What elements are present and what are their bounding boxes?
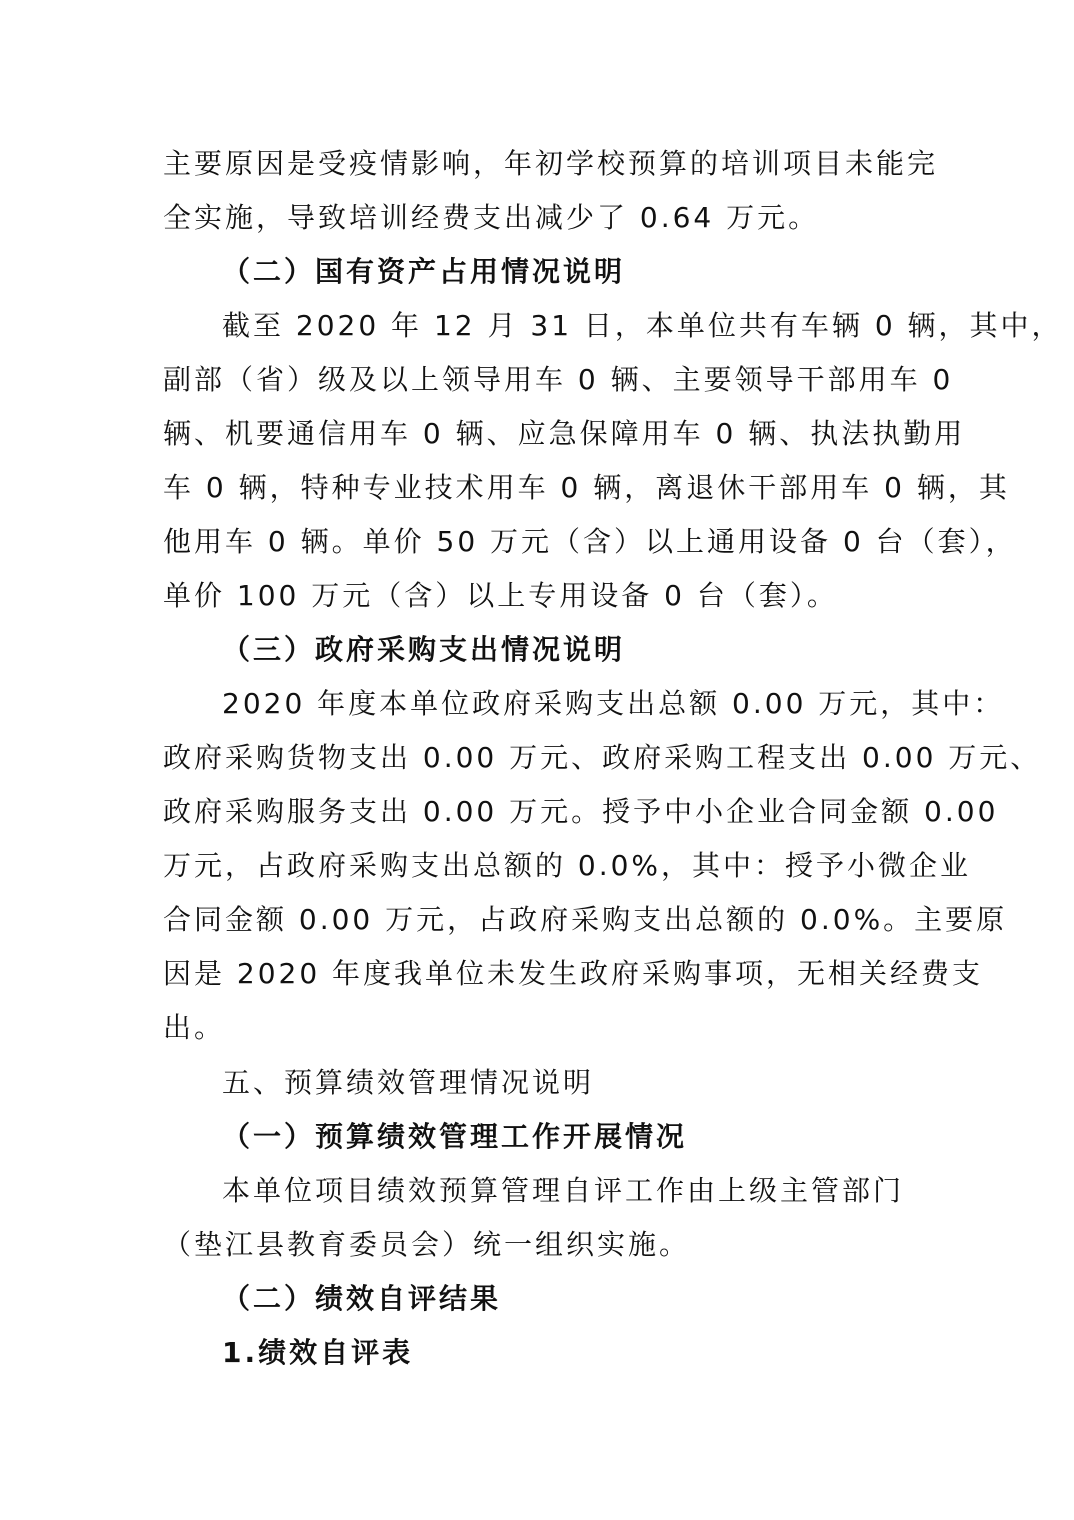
body-text-line: 政府采购服务支出 0.00 万元。授予中小企业合同金额 0.00	[163, 795, 999, 828]
body-text-line: 单价 100 万元（含）以上专用设备 0 台（套）。	[163, 579, 838, 612]
body-text-line: 出。	[163, 1011, 226, 1044]
body-text-line: （垫江县教育委员会）统一组织实施。	[163, 1228, 691, 1261]
body-text-line: 因是 2020 年度我单位未发生政府采购事项，无相关经费支	[163, 957, 984, 990]
chapter-heading: 五、预算绩效管理情况说明	[222, 1066, 595, 1099]
section-heading: （三）政府采购支出情况说明	[222, 633, 626, 666]
body-text-line: 政府采购货物支出 0.00 万元、政府采购工程支出 0.00 万元、	[163, 741, 1042, 774]
section-heading: （二）国有资产占用情况说明	[222, 255, 626, 288]
body-text-line: 全实施，导致培训经费支出减少了 0.64 万元。	[163, 201, 820, 234]
body-text-line: 2020 年度本单位政府采购支出总额 0.00 万元，其中：	[222, 687, 1005, 720]
body-text-line: 万元，占政府采购支出总额的 0.0%，其中：授予小微企业	[163, 849, 972, 882]
section-heading: （二）绩效自评结果	[222, 1282, 502, 1315]
body-text-line: 截至 2020 年 12 月 31 日，本单位共有车辆 0 辆，其中，	[222, 309, 1063, 342]
body-text-line: 辆、机要通信用车 0 辆、应急保障用车 0 辆、执法执勤用	[163, 417, 966, 450]
body-text-line: 副部（省）级及以上领导用车 0 辆、主要领导干部用车 0	[163, 363, 954, 396]
body-text-line: 本单位项目绩效预算管理自评工作由上级主管部门	[222, 1174, 905, 1207]
body-text-line: 车 0 辆，特种专业技术用车 0 辆，离退休干部用车 0 辆，其	[163, 471, 1010, 504]
body-text-line: 合同金额 0.00 万元，占政府采购支出总额的 0.0%。主要原	[163, 903, 1008, 936]
body-text-line: 他用车 0 辆。单价 50 万元（含）以上通用设备 0 台（套），	[163, 525, 1017, 558]
body-text-line: 主要原因是受疫情影响，年初学校预算的培训项目未能完	[163, 147, 939, 180]
section-heading: （一）预算绩效管理工作开展情况	[222, 1120, 688, 1153]
subsection-heading: 1.绩效自评表	[222, 1336, 414, 1369]
